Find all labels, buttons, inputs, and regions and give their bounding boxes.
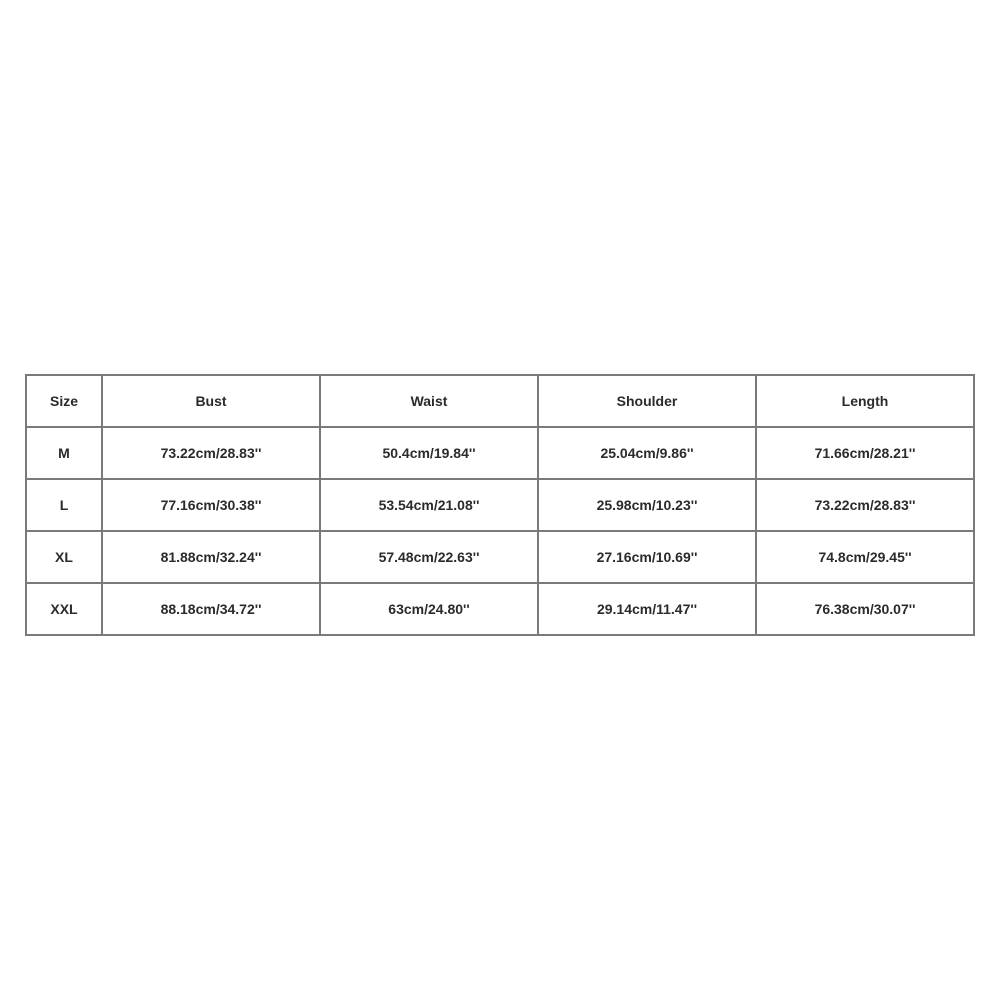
length-cell: 73.22cm/28.83'' — [756, 479, 974, 531]
size-cell: XL — [26, 531, 102, 583]
size-chart-table — [25, 374, 975, 636]
bust-cell: 73.22cm/28.83'' — [102, 427, 320, 479]
header-shoulder: Shoulder — [538, 375, 756, 427]
header-length: Length — [756, 375, 974, 427]
table-row — [26, 427, 974, 479]
length-cell: 76.38cm/30.07'' — [756, 583, 974, 635]
table-row — [26, 531, 974, 583]
shoulder-cell: 29.14cm/11.47'' — [538, 583, 756, 635]
table-row — [26, 583, 974, 635]
waist-cell: 57.48cm/22.63'' — [320, 531, 538, 583]
shoulder-cell: 25.04cm/9.86'' — [538, 427, 756, 479]
size-cell: M — [26, 427, 102, 479]
bust-cell: 88.18cm/34.72'' — [102, 583, 320, 635]
waist-cell: 63cm/24.80'' — [320, 583, 538, 635]
header-waist: Waist — [320, 375, 538, 427]
bust-cell: 81.88cm/32.24'' — [102, 531, 320, 583]
size-cell: L — [26, 479, 102, 531]
table-row — [26, 479, 974, 531]
shoulder-cell: 25.98cm/10.23'' — [538, 479, 756, 531]
shoulder-cell: 27.16cm/10.69'' — [538, 531, 756, 583]
header-size: Size — [26, 375, 102, 427]
length-cell: 71.66cm/28.21'' — [756, 427, 974, 479]
bust-cell: 77.16cm/30.38'' — [102, 479, 320, 531]
waist-cell: 53.54cm/21.08'' — [320, 479, 538, 531]
size-cell: XXL — [26, 583, 102, 635]
header-row — [26, 375, 974, 427]
header-bust: Bust — [102, 375, 320, 427]
waist-cell: 50.4cm/19.84'' — [320, 427, 538, 479]
length-cell: 74.8cm/29.45'' — [756, 531, 974, 583]
